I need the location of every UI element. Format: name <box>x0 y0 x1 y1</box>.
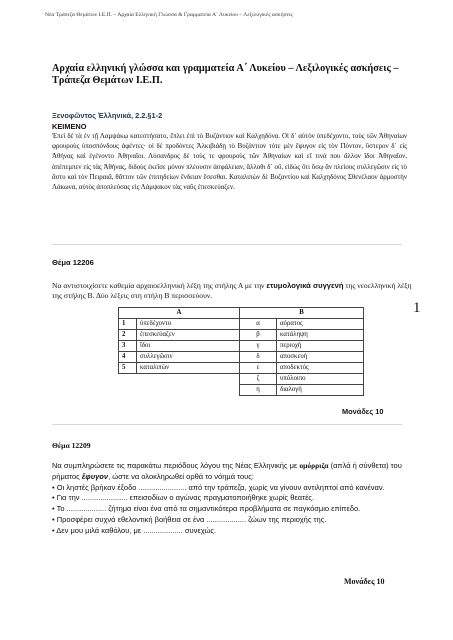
table-row <box>119 330 364 341</box>
intro-part: , ώστε να ολοκληρωθεί ορθά το νόημά τους: <box>108 471 254 481</box>
fill-in-item: • Δεν μου μιλά καθόλου, με ................... συνεχώς. <box>52 525 217 535</box>
table-row <box>119 363 364 374</box>
table-header-row <box>119 308 364 319</box>
passage-text: Ἐπεὶ δὲ τὰ ἐν τῇ Λαμψάκῳ κατεστήσατο, ἔπλει ἐπὶ τὸ Βυζάντιον καὶ Καλχηδόνα. Οἱ δ᾽ αὐτὸν ὑπεδέχοντο, τοὺς τῶν Ἀθηναίων φρουροὺς ὑποσπόνδους ἀφέντες· οἱ δὲ προδόντες Ἀλκιβιάδῃ τὸ Βυζάντιον τότε μὲν ἔφυγον εἰς τὸν Πόντον, ὕστερον δ᾽ εἰς Ἀθήνας καὶ ἐγένοντο Ἀθηναῖοι. Λύσανδρος δὲ τοὺς τε φρουροὺς τῶν Ἀθηναίων καὶ εἴ τινά που ἄλλον ἴδοι Ἀθηναῖον, ἀπέπεμπεν εἰς τὰς Ἀθήνας, διδοὺς ἐκεῖσε μόνον πλέουσιν ἀσφάλειαν, ἄλλοθι δ᾽ οὔ, εἰδὼς ὅτι ὅσῳ ἂν πλείους συλλεγῶσιν εἰς τὸ ἄστυ καὶ τὸν Πειραιᾶ, θᾶττον τῶν ἐπιτηδείων ἔνδειαν ἔσεσθαι. Καταλιπὼν δὲ Βυζαντίου καὶ Καλχηδόνος Σθενέλαον ἁρμοστὴν Λάκωνα, αὐτὸς ἀποπλεύσας εἰς Λάμψακον τὰς ναῦς ἐπεσκεύαζεν. <box>52 133 407 192</box>
fill-in-item: • Το ................... ζήτημα είναι ένα από τα σημαντικότερα προβλήματα σε παγκόσμιο επίπεδο. <box>52 504 361 514</box>
modern-word: αποσκευή <box>277 352 364 363</box>
question-1-marks: Μονάδες 10 <box>342 407 384 416</box>
intro-verb: ἔφυγον <box>81 471 109 481</box>
table-row <box>119 374 364 385</box>
ancient-word: ἴδοι <box>137 341 240 352</box>
page-header: Νέα Τράπεζα Θεμάτων Ι.Ε.Π. – Αρχαία Ελληνική Γλώσσα & Γραμματεία Α΄ Λυκείου – Λεξιλογικές ασκήσεις <box>45 12 293 18</box>
ancient-word: ὑπεδέχοντο <box>137 319 240 330</box>
instruction-part: της νεοελληνική λέξη της στήλης Β. Δύο λέξεις στη στήλη Β περισσεύουν. <box>52 281 412 300</box>
row-number: 5 <box>119 363 137 374</box>
row-number: 4 <box>119 352 137 363</box>
column-b-header: Β <box>240 308 364 319</box>
section-divider <box>52 244 402 245</box>
row-number: 1 <box>119 319 137 330</box>
option-letter: ε <box>240 363 277 374</box>
matching-table <box>118 307 364 396</box>
question-2-label: Θέμα 12209 <box>52 441 91 450</box>
instruction-part: Να αντιστοιχίσετε καθεμία αρχαιοελληνική λέξη της στήλης Α με την <box>52 281 267 290</box>
option-letter: β <box>240 330 277 341</box>
row-number <box>119 385 137 396</box>
fill-in-item: • Οι ληστές βρήκαν έξοδο ....................... από την τράπεζα, χωρίς να γίνουν αντιληπτοί από κανέναν. <box>52 482 385 492</box>
intro-part: Να συμπληρώσετε τις παρακάτω περιόδους λόγου της Νέας Ελληνικής με <box>52 461 300 470</box>
modern-word: διαλογή <box>277 385 364 396</box>
row-number <box>119 374 137 385</box>
modern-word: αόρατος <box>277 319 364 330</box>
table-row <box>119 319 364 330</box>
table-row <box>119 352 364 363</box>
ancient-word: ἐπεσκεύαζεν <box>137 330 240 341</box>
question-2-intro <box>52 461 417 483</box>
question-1-instructions <box>52 281 412 301</box>
ancient-word: συλλεγῶσιν <box>137 352 240 363</box>
instruction-emphasis: ετυμολογικά συγγενή <box>266 281 344 290</box>
fill-in-item: • Για την ...................... επεισοδίων ο αγώνας πραγματοποιήθηκε χωρίς θεατές. <box>52 493 315 503</box>
table-row <box>119 341 364 352</box>
modern-word: υπόλοιπο <box>277 374 364 385</box>
ancient-word: καταλιπὼν <box>137 363 240 374</box>
document-title: Αρχαία ελληνική γλώσσα και γραμματεία Α΄ Λυκείου – Λεξιλογικές ασκήσεις – Τράπεζα Θεμάτων Ι.Ε.Π. <box>52 63 399 86</box>
ancient-word <box>137 374 240 385</box>
modern-word: περιοχή <box>277 341 364 352</box>
question-2-marks: Μονάδες 10 <box>344 577 385 586</box>
row-number: 2 <box>119 330 137 341</box>
text-label: ΚΕΙΜΕΝΟ <box>52 122 87 131</box>
intro-part: (απλά ή σύνθετα) του ρήματος <box>52 461 402 481</box>
option-letter: γ <box>240 341 277 352</box>
section-divider <box>52 424 402 425</box>
question-1-label: Θέμα 12206 <box>52 258 94 267</box>
ancient-word <box>137 385 240 396</box>
option-letter: δ <box>240 352 277 363</box>
fill-in-item: • Προσφέρει συχνά εθελοντική βοήθεια σε ένα ................... ζώων της περιοχής της. <box>52 514 327 524</box>
modern-word: αποδεκτός <box>277 363 364 374</box>
row-number: 3 <box>119 341 137 352</box>
option-letter: η <box>240 385 277 396</box>
option-letter: ζ <box>240 374 277 385</box>
page-number: 1 <box>413 300 421 316</box>
question-2-body <box>52 461 417 537</box>
option-letter: α <box>240 319 277 330</box>
table-row <box>119 385 364 396</box>
intro-emphasis: ομόρριζα <box>299 461 329 470</box>
source-reference: Ξενοφῶντος Ἑλληνικά, 2.2.§1-2 <box>52 111 163 120</box>
modern-word: κατάληψη <box>277 330 364 341</box>
column-a-header: Α <box>119 308 240 319</box>
ancient-greek-passage <box>52 132 407 193</box>
